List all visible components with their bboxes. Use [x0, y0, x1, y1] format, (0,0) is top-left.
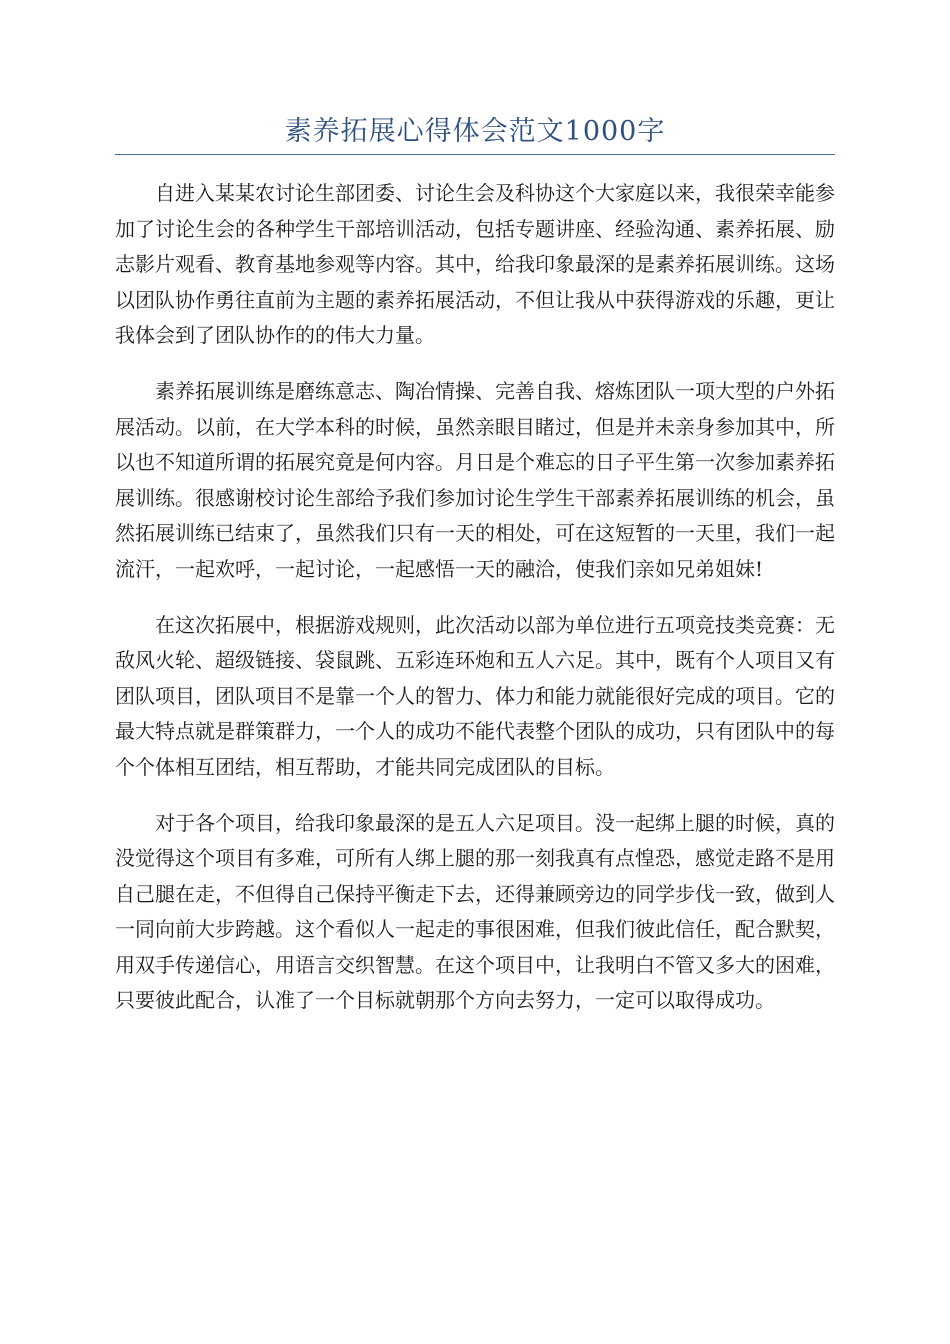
paragraph-3: 在这次拓展中，根据游戏规则，此次活动以部为单位进行五项竞技类竞赛：无敌风火轮、超级链接、袋鼠跳、五彩连环炮和五人六足。其中，既有个人项目又有团队项目，团队项目不是靠一个人的智力、体力和能力就能很好完成的项目。它的最大特点就是群策群力，一个人的成功不能代表整个团队的成功，只有团队中的每个个体相互团结，相互帮助，才能共同完成团队的目标。 — [115, 612, 835, 779]
title-underline — [115, 154, 835, 155]
page-title: 素养拓展心得体会范文1000字 — [284, 116, 666, 147]
paragraph-1: 自进入某某农讨论生部团委、讨论生会及科协这个大家庭以来，我很荣幸能参加了讨论生会的各种学生干部培训活动，包括专题讲座、经验沟通、素养拓展、励志影片观看、教育基地参观等内容。其中，给我印象最深的是素养拓展训练。这场以团队协作勇往直前为主题的素养拓展活动，不但让我从中获得游戏的乐趣，更让我体会到了团队协作的的伟大力量。 — [115, 181, 835, 348]
paragraph-4: 对于各个项目，给我印象最深的是五人六足项目。没一起绑上腿的时候，真的没觉得这个项目有多难，可所有人绑上腿的那一刻我真有点惶恐，感觉走路不是用自己腿在走，不但得自己保持平衡走下去，还得兼顾旁边的同学步伐一致，做到人一同向前大步跨越。这个看似人一起走的事很困难，但我们彼此信任，配合默契，用双手传递信心，用语言交织智慧。在这个项目中，让我明白不管又多大的困难，只要彼此配合，认准了一个目标就朝那个方向去努力，一定可以取得成功。 — [115, 810, 835, 1013]
document-body — [115, 176, 835, 1039]
paragraph-2: 素养拓展训练是磨练意志、陶冶情操、完善自我、熔炼团队一项大型的户外拓展活动。以前，在大学本科的时候，虽然亲眼目睹过，但是并未亲身参加其中，所以也不知道所谓的拓展究竟是何内容。月日是个难忘的日子平生第一次参加素养拓展训练。很感谢校讨论生部给予我们参加讨论生学生干部素养拓展训练的机会，虽然拓展训练已结束了，虽然我们只有一天的相处，可在这短暂的一天里，我们一起流汗，一起欢呼，一起讨论，一起感悟一天的融洽，使我们亲如兄弟姐妹! — [115, 378, 835, 581]
